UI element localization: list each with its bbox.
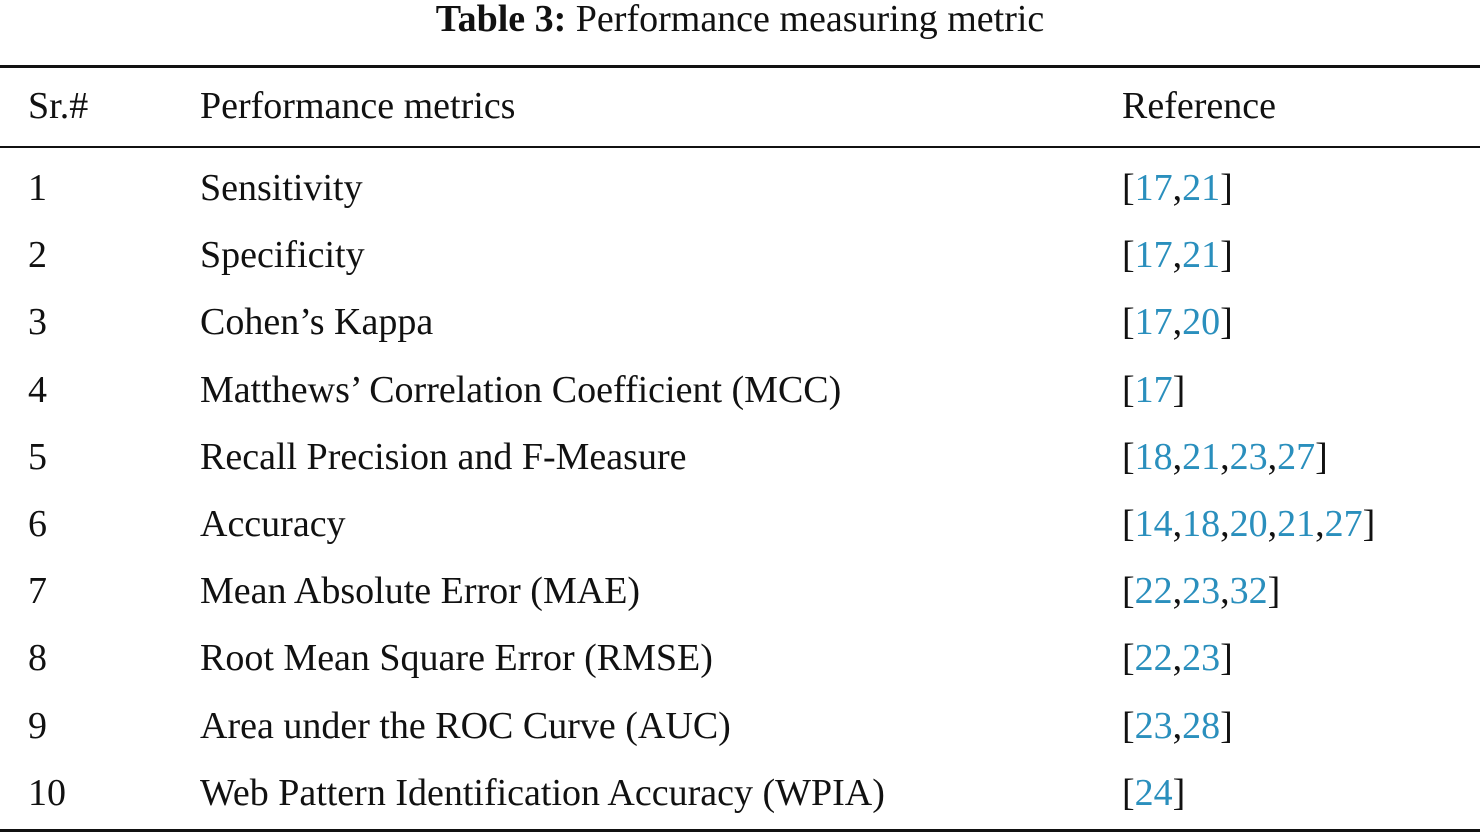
reference-open-bracket: [ [1122,771,1135,814]
reference-separator: , [1172,637,1183,680]
reference-link[interactable]: 27 [1324,503,1363,545]
reference-open-bracket: [ [1122,301,1135,344]
row-reference [1122,292,1233,352]
reference-link[interactable]: 23 [1134,704,1173,747]
table-row [0,763,1480,823]
row-metric: Mean Absolute Error (MAE) [200,570,641,613]
table-row [0,628,1480,688]
reference-link[interactable]: 21 [1182,435,1221,478]
reference-link[interactable]: 27 [1277,435,1316,478]
reference-link[interactable]: 18 [1134,435,1173,478]
reference-link[interactable]: 22 [1134,637,1173,680]
row-number: 7 [28,570,47,613]
table-bottom-rule [0,829,1480,832]
column-header-sr-no: Sr.# [28,85,89,127]
table-row [0,158,1480,218]
row-metric: Accuracy [200,503,346,545]
reference-link[interactable]: 23 [1229,435,1268,478]
row-metric: Recall Precision and F-Measure [200,435,687,478]
table-top-rule [0,65,1480,68]
table-row [0,561,1480,621]
row-metric: Area under the ROC Curve (AUC) [200,704,731,747]
reference-close-bracket: ] [1220,637,1233,680]
reference-link[interactable]: 14 [1134,503,1173,545]
table-row [0,360,1480,420]
reference-close-bracket: ] [1315,435,1328,478]
reference-separator: , [1172,167,1183,209]
reference-close-bracket: ] [1267,570,1281,613]
row-reference [1122,561,1280,621]
reference-link[interactable]: 18 [1182,503,1221,545]
row-number: 8 [28,637,47,680]
reference-link[interactable]: 20 [1182,301,1221,344]
table-row [0,427,1480,487]
table-row [0,292,1480,352]
row-number: 6 [28,503,47,545]
reference-link[interactable]: 20 [1229,503,1268,545]
row-metric: Matthews’ Correlation Coefficient (MCC) [200,368,842,411]
reference-separator: , [1220,503,1230,545]
reference-link[interactable]: 23 [1182,570,1221,613]
reference-open-bracket: [ [1122,503,1135,545]
row-number: 4 [28,368,47,411]
table-row [0,494,1480,554]
reference-separator: , [1172,435,1183,478]
table-header-row [0,76,1480,136]
reference-close-bracket: ] [1172,771,1186,814]
reference-open-bracket: [ [1122,435,1135,478]
table-row [0,696,1480,756]
reference-link[interactable]: 17 [1134,234,1173,277]
reference-separator: , [1267,503,1278,545]
reference-link[interactable]: 17 [1134,301,1173,344]
reference-separator: , [1267,435,1278,478]
reference-separator: , [1220,435,1230,478]
row-number: 2 [28,234,47,277]
row-metric: Specificity [200,234,365,277]
reference-link[interactable]: 22 [1134,570,1173,613]
row-reference [1122,427,1328,487]
reference-open-bracket: [ [1122,637,1135,680]
row-reference [1122,360,1185,420]
reference-link[interactable]: 28 [1182,704,1221,747]
row-reference [1122,225,1233,285]
reference-separator: , [1315,503,1325,545]
reference-link[interactable]: 17 [1134,167,1173,209]
reference-link[interactable]: 23 [1182,637,1221,680]
row-number: 10 [28,771,66,814]
table-caption-label: Table 3: [435,0,567,40]
table-caption [0,0,1480,46]
column-header-performance-metrics: Performance metrics [200,85,516,127]
row-reference [1122,696,1233,756]
column-header-reference: Reference [1122,85,1276,127]
table-row [0,225,1480,285]
reference-link[interactable]: 21 [1182,167,1221,209]
reference-close-bracket: ] [1220,234,1233,277]
reference-link[interactable]: 21 [1182,234,1221,277]
row-metric: Web Pattern Identification Accuracy (WPIA) [200,771,885,814]
row-number: 5 [28,435,47,478]
reference-open-bracket: [ [1122,234,1135,277]
reference-separator: , [1220,570,1230,613]
table-caption-text: Performance measuring metric [575,0,1045,40]
reference-link[interactable]: 24 [1134,771,1173,814]
table-header-rule [0,146,1480,148]
reference-separator: , [1172,301,1183,344]
reference-close-bracket: ] [1220,704,1233,747]
reference-open-bracket: [ [1122,704,1135,747]
reference-separator: , [1172,503,1183,545]
reference-close-bracket: ] [1220,167,1233,209]
row-metric: Cohen’s Kappa [200,301,434,344]
reference-close-bracket: ] [1362,503,1376,545]
row-reference [1122,763,1185,823]
row-reference [1122,494,1375,554]
reference-separator: , [1172,570,1183,613]
reference-separator: , [1172,234,1183,277]
reference-close-bracket: ] [1220,301,1233,344]
row-metric: Sensitivity [200,167,363,209]
reference-link[interactable]: 21 [1277,503,1316,545]
reference-link[interactable]: 32 [1229,570,1268,613]
row-metric: Root Mean Square Error (RMSE) [200,637,713,680]
reference-open-bracket: [ [1122,167,1135,209]
reference-open-bracket: [ [1122,570,1135,613]
reference-separator: , [1172,704,1183,747]
row-number: 1 [28,167,47,209]
row-reference [1122,158,1233,218]
reference-open-bracket: [ [1122,368,1135,411]
reference-close-bracket: ] [1172,368,1186,411]
row-reference [1122,628,1233,688]
reference-link[interactable]: 17 [1134,368,1173,411]
row-number: 9 [28,704,47,747]
row-number: 3 [28,301,47,344]
